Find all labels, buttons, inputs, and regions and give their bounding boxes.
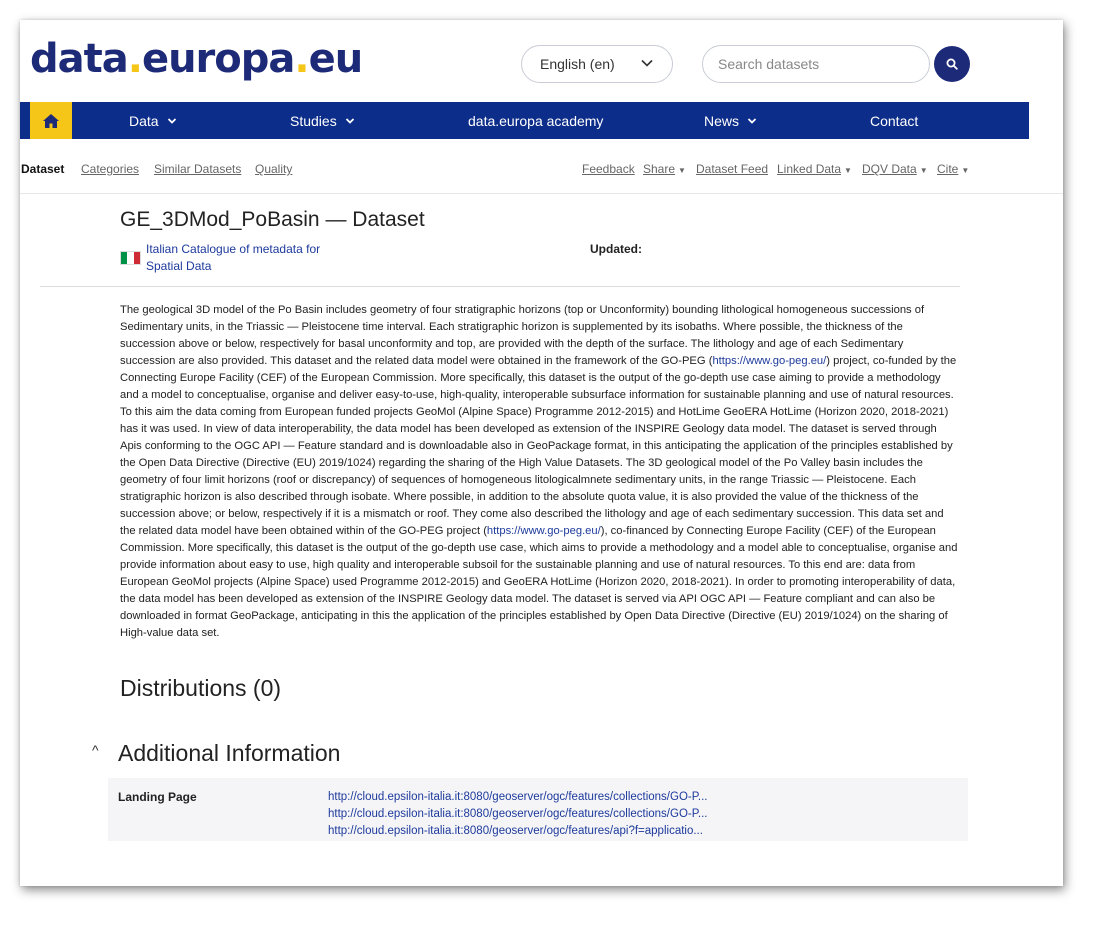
search-button[interactable] [934, 46, 970, 82]
subnav-quality[interactable]: Quality [255, 162, 293, 176]
caret-down-icon: ▼ [844, 166, 852, 175]
divider [40, 286, 960, 287]
chevron-down-icon [640, 56, 654, 70]
caret-down-icon: ▼ [678, 166, 686, 175]
home-icon [42, 113, 60, 129]
dataset-subnav [20, 160, 1063, 194]
dataset-description: The geological 3D model of the Po Basin includes geometry of four stratigraphic horizons (top or Unconformity) bounding lithological homogeneous successions of Sedimentary units, in the Triassic — Pleistocene time interval. Each stratigraphic horizon is supplemented by its isobaths. Where possible, the thickness of the succession above or below, respectively for basal unconformity and top, are provided with the depth of the surface. The lithology and age of each Sedimentary succession are also provided. This dataset and the related data model were obtained in the framework of the GO-PEG (https://www.go-peg.eu/) project, co-funded by the Connecting Europe Facility (CEF) of the European Commission. More specifically, this dataset is the output of the go-depth use case aiming to provide a methodology and a model to conceptualise, organise and deliver easy-to-use, high-quality, interoperable subsurface information for sustainable planning and use of natural resources. To this aim the data coming from European funded projects GeoMol (Alpine Space) Programme 2012-2015) and HotLime GeoERA HotLime (Horizon 2020, 2018-2021) has it was used. In view of data interoperability, the data model has been developed as extension of the INSPIRE Geology data model. The dataset is served through Apis conforming to the OGC API — Feature standard and is downloadable also in GeoPackage format, in this anticipating the application of the principles established by the Open Data Directive (Directive (EU) 2019/1024) regarding the sharing of the High Value Datasets. The 3D geological model of the Po Valley basin includes the geometry of four limit horizons (roof or discrepancy) of sequences of homogeneous litologicalmnete sedimentary units, in the range Triassic — Pleistocene. Each stratigraphic horizon is also described through isobate. Where possible, in addition to the absolute quota value, it is also provided the value of the thickness of the succession above; or below, respectively if it is a mismatch or roof. They come also described the lithology and age of each sedimentary succession. This data set and the related data model have been obtained within of the GO-PEG project (https://www.go-peg.eu/), co-financed by Connecting Europe Facility (CEF) of the European Commission. More specifically, this dataset is the output of the go-depth use case, which aims to provide a methodology and a model able to conceptualise, organise and provide information about easy to use, high quality and interoperable subsoil for the sustainable planning and use of natural resources. To this end are: data from European GeoMol projects (Alpine Space) used Programme 2012-2015) and GeoERA HotLime (Horizon 2020, 2018-2021). In order to promoting interoperability of data, the data model has been developed as extension of the INSPIRE Geology data model. The dataset is served via API OGC API — Feature compliant and can also be downloaded in format GeoPackage, anticipating in this the application of the principles established by Open Data Directive (Directive (EU) 2019/1024) on the sharing of High-value data set. [120, 304, 958, 639]
caret-down-icon: ▼ [961, 166, 970, 175]
subnav-linked-data[interactable]: Linked Data ▼ [777, 162, 852, 176]
site-logo[interactable]: data.europa.eu [30, 36, 363, 82]
chevron-down-icon [345, 117, 355, 125]
subnav-cite[interactable]: Cite ▼ [937, 162, 970, 176]
language-select-value: English (en) [540, 56, 615, 72]
landing-page-link[interactable]: http://cloud.epsilon-italia.it:8080/geoserver/ogc/features/collections/GO-P... [328, 808, 708, 820]
catalogue-link[interactable]: Italian Catalogue of metadata for Spatial Data [146, 242, 321, 273]
subnav-dataset[interactable]: Dataset [21, 162, 65, 176]
updated-label: Updated: [590, 242, 642, 256]
subnav-similar-datasets[interactable]: Similar Datasets [154, 162, 242, 176]
search-input[interactable] [702, 45, 930, 83]
go-peg-link[interactable]: https://www.go-peg.eu/ [712, 355, 827, 367]
landing-page-links [328, 789, 708, 840]
subnav-dqv-data[interactable]: DQV Data ▼ [862, 162, 928, 176]
nav-item-contact[interactable]: Contact [870, 112, 919, 129]
home-button[interactable] [30, 102, 72, 139]
divider [20, 193, 1063, 194]
italy-flag-icon [120, 251, 141, 265]
browser-window [20, 20, 1063, 886]
language-select[interactable] [521, 45, 673, 83]
additional-info-heading[interactable]: Additional Information [118, 740, 341, 766]
chevron-down-icon [167, 117, 177, 125]
caret-down-icon: ▼ [919, 166, 928, 175]
subnav-dataset-feed[interactable]: Dataset Feed [696, 162, 769, 176]
subnav-feedback[interactable]: Feedback [582, 162, 635, 176]
nav-item-academy[interactable]: data.europa academy [468, 112, 604, 129]
additional-info-table [108, 778, 968, 841]
subnav-share[interactable]: Share ▼ [643, 162, 686, 176]
distributions-heading: Distributions (0) [120, 675, 282, 701]
nav-item-news[interactable]: News [704, 102, 757, 139]
landing-page-link[interactable]: http://cloud.epsilon-italia.it:8080/geoserver/ogc/features/api?f=applicatio... [328, 825, 703, 837]
nav-item-data[interactable]: Data [129, 102, 177, 139]
main-nav [20, 102, 1029, 139]
page-title: GE_3DMod_PoBasin — Dataset [120, 208, 425, 231]
search-icon [946, 58, 958, 70]
landing-page-label: Landing Page [118, 790, 197, 804]
collapse-toggle-icon[interactable]: ^ [92, 742, 99, 758]
nav-item-studies[interactable]: Studies [290, 102, 355, 139]
landing-page-link[interactable]: http://cloud.epsilon-italia.it:8080/geoserver/ogc/features/collections/GO-P... [328, 791, 708, 803]
go-peg-link[interactable]: https://www.go-peg.eu/ [486, 525, 601, 537]
chevron-down-icon [747, 117, 757, 125]
subnav-categories[interactable]: Categories [81, 162, 140, 176]
